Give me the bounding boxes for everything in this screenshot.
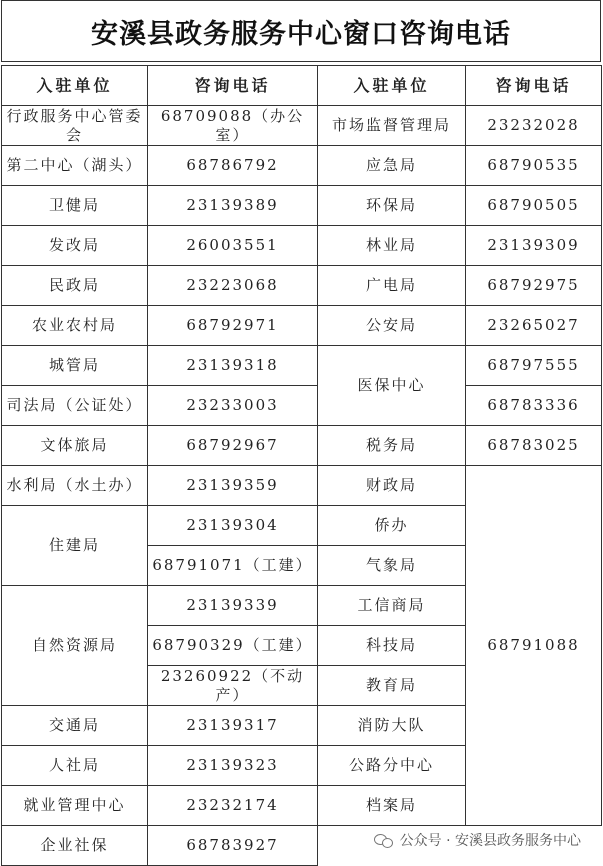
phone-number: 68783927 [148, 826, 318, 866]
unit-name: 财政局 [318, 466, 466, 506]
unit-name: 市场监督管理局 [318, 106, 466, 146]
unit-name: 档案局 [318, 786, 466, 826]
phone-number: 68790535 [466, 146, 602, 186]
unit-name: 城管局 [2, 346, 148, 386]
unit-name: 工信商局 [318, 586, 466, 626]
phone-number: 23139359 [148, 466, 318, 506]
unit-name: 税务局 [318, 426, 466, 466]
unit-name: 环保局 [318, 186, 466, 226]
unit-name: 农业农村局 [2, 306, 148, 346]
unit-name: 住建局 [2, 506, 148, 586]
unit-name: 发改局 [2, 226, 148, 266]
table-row [2, 386, 602, 426]
phone-number: 68792967 [148, 426, 318, 466]
unit-name: 交通局 [2, 706, 148, 746]
phone-number: 68783025 [466, 426, 602, 466]
phone-number: 23139318 [148, 346, 318, 386]
unit-name: 企业社保 [2, 826, 148, 866]
unit-name: 就业管理中心 [2, 786, 148, 826]
phone-number: 68790505 [466, 186, 602, 226]
unit-name: 自然资源局 [2, 586, 148, 706]
table-row [2, 426, 602, 466]
table-row [2, 186, 602, 226]
unit-name: 文体旅局 [2, 426, 148, 466]
unit-name: 卫健局 [2, 186, 148, 226]
table-row [2, 466, 602, 506]
page-title: 安溪县政务服务中心窗口咨询电话 [1, 0, 601, 62]
table-row [2, 146, 602, 186]
unit-name: 民政局 [2, 266, 148, 306]
unit-name: 第二中心（湖头） [2, 146, 148, 186]
watermark [370, 830, 585, 850]
phone-number: 23139317 [148, 706, 318, 746]
phone-number: 68797555 [466, 346, 602, 386]
phone-number: 23232174 [148, 786, 318, 826]
table-row [2, 226, 602, 266]
unit-name: 教育局 [318, 666, 466, 706]
unit-name: 林业局 [318, 226, 466, 266]
unit-name: 消防大队 [318, 706, 466, 746]
header-phone-left: 咨询电话 [148, 66, 318, 106]
unit-name: 气象局 [318, 546, 466, 586]
unit-name: 科技局 [318, 626, 466, 666]
phone-directory-table [1, 65, 602, 866]
table-row [2, 346, 602, 386]
wechat-icon [374, 833, 394, 847]
phone-number: 68791071（工建） [148, 546, 318, 586]
phone-number: 68783336 [466, 386, 602, 426]
header-unit-left: 入驻单位 [2, 66, 148, 106]
table-row [2, 306, 602, 346]
phone-number: 68792975 [466, 266, 602, 306]
phone-number: 68790329（工建） [148, 626, 318, 666]
phone-number: 68709088（办公室） [148, 106, 318, 146]
unit-name: 人社局 [2, 746, 148, 786]
phone-number: 23223068 [148, 266, 318, 306]
phone-number: 23139323 [148, 746, 318, 786]
unit-name: 公安局 [318, 306, 466, 346]
unit-name: 广电局 [318, 266, 466, 306]
unit-name: 司法局（公证处） [2, 386, 148, 426]
phone-number: 23139304 [148, 506, 318, 546]
unit-name: 侨办 [318, 506, 466, 546]
table-row [2, 106, 602, 146]
phone-number: 23233003 [148, 386, 318, 426]
header-phone-right: 咨询电话 [466, 66, 602, 106]
unit-name: 应急局 [318, 146, 466, 186]
unit-name: 公路分中心 [318, 746, 466, 786]
phone-number: 68792971 [148, 306, 318, 346]
shared-phone-number: 68791088 [466, 466, 602, 826]
unit-name: 医保中心 [318, 346, 466, 426]
header-unit-right: 入驻单位 [318, 66, 466, 106]
unit-name: 水利局（水土办） [2, 466, 148, 506]
phone-number: 23232028 [466, 106, 602, 146]
phone-number: 68786792 [148, 146, 318, 186]
phone-number: 26003551 [148, 226, 318, 266]
phone-number: 23139339 [148, 586, 318, 626]
watermark-text: 公众号 · 安溪县政务服务中心 [399, 833, 581, 849]
phone-number: 23265027 [466, 306, 602, 346]
table-header-row [2, 66, 602, 106]
phone-number: 23139389 [148, 186, 318, 226]
unit-name: 行政服务中心管委会 [2, 106, 148, 146]
table-row [2, 266, 602, 306]
phone-number: 23139309 [466, 226, 602, 266]
phone-number: 23260922（不动产） [148, 666, 318, 706]
